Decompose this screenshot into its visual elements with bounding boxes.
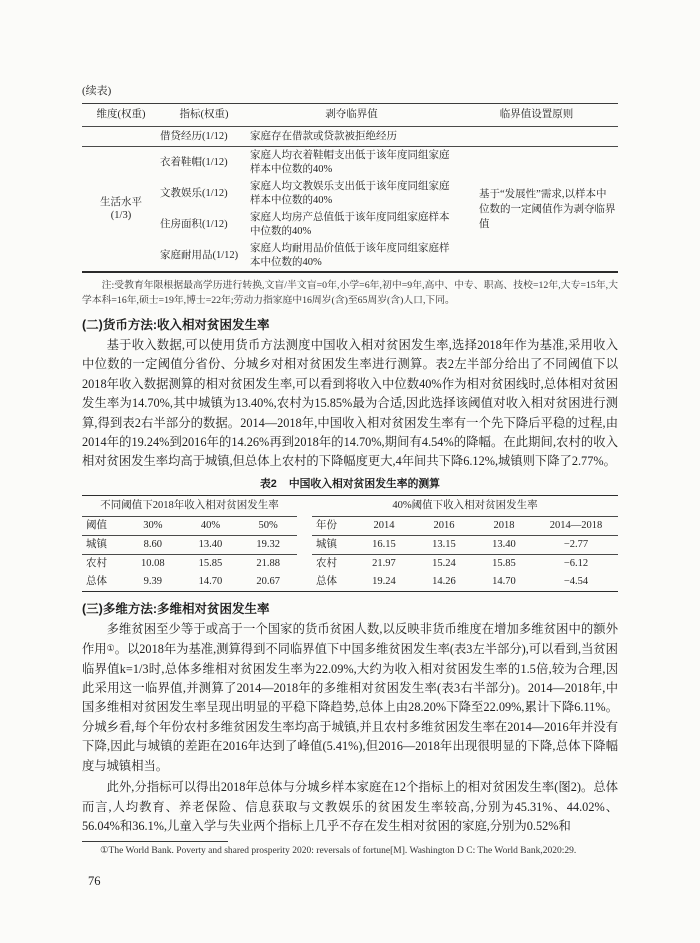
col-header: 年份: [312, 516, 354, 535]
table-header-row: [82, 104, 618, 127]
subtable-span-header-row: [312, 496, 618, 517]
value-cell: 15.24: [432, 558, 456, 570]
header-indicator: 指标(权重): [160, 104, 248, 127]
value-cell: 13.15: [414, 535, 474, 554]
col-header: 2018: [474, 516, 534, 535]
value-cell: 20.67: [256, 576, 280, 588]
continuation-label: (续表): [82, 85, 112, 97]
value-cell: 14.26: [432, 576, 456, 588]
header-threshold: 剥夺临界值: [248, 104, 455, 127]
value-cell: 19.32: [239, 535, 297, 554]
value-cell: 9.39: [143, 576, 163, 588]
value-cell: −4.54: [563, 576, 589, 588]
page-content: [82, 0, 618, 889]
header-principle: 临界值设置原则: [455, 104, 618, 127]
table-row-urban: [82, 535, 297, 554]
table-row-urban: [312, 535, 618, 554]
indicator-cell: 衣着鞋帽(1/12): [160, 156, 228, 168]
subtable-header-row: [312, 516, 618, 535]
col-header: 30%: [124, 516, 182, 535]
yearly-subtable: [312, 496, 618, 591]
row-label: 城镇: [312, 535, 354, 554]
threshold-cell: 家庭人均衣着鞋帽支出低于该年度同组家庭样本中位数的40%: [250, 150, 450, 175]
table-note: 注:受教育年限根据最高学历进行转换,文盲/半文盲=0年,小学=6年,初中=9年,高中、中专、职高、技校=12年,大专=15年,大学本科=16年,硕士=19年,博士=22年;劳动力指家庭中16周岁(含)至65周岁(含)人口,下同。: [82, 280, 618, 306]
table-row-loan: [82, 126, 618, 147]
value-cell: 21.88: [256, 558, 280, 570]
multidim-paragraph: [82, 620, 618, 776]
col-header: 50%: [239, 516, 297, 535]
threshold-cell: 家庭人均房产总值低于该年度同组家庭样本中位数的40%: [250, 212, 450, 237]
page-number: 76: [88, 873, 101, 888]
value-cell: 16.15: [354, 535, 414, 554]
value-cell: 13.40: [182, 535, 240, 554]
indicator-cell: 借贷经历(1/12): [160, 126, 248, 147]
value-cell: 14.70: [198, 576, 223, 588]
table2-caption: [82, 477, 618, 492]
col-header: 阈值: [82, 516, 124, 535]
table-row-total: [82, 573, 297, 591]
value-cell: 13.40: [474, 535, 534, 554]
row-label: 城镇: [82, 535, 124, 554]
indicator-cell: 家庭耐用品(1/12): [160, 249, 239, 261]
paragraph-text: 。以2018年为基准,测算得到不同临界值下中国多维贫困发生率(表3左半部分),可以看到,当贫困临界值k=1/3时,总体多维相对贫困发生率为22.09%,大约为收入相对贫困发生率的1.5倍,较为合理,因此采用这一临界值,并测算了2014—2018年的多维相对贫困发生率(表3右半部分)。2014—2018年,中国多维相对贫困发生率呈现出明显的平稳下降趋势,总体上由28.20%下降至22.09%,累计下降6.11%。分城乡看,每个年份农村多维贫困发生率均高于城镇,并且农村多维贫困发生率在2014—2016年并没有下降,因此与城镇的差距在2016年达到了峰值(5.41%),但2016—2018年出现很明显的下降,总体下降幅度与城镇相当。: [82, 642, 618, 773]
dimension-cell: [82, 147, 160, 273]
row-label: 农村: [315, 558, 337, 570]
value-cell: −6.12: [563, 558, 589, 570]
row-label: 农村: [86, 558, 107, 570]
threshold-cell: 家庭存在借款或贷款被拒绝经历: [248, 126, 455, 147]
col-header: 2014: [354, 516, 414, 535]
header-dimension: 维度(权重): [82, 104, 160, 127]
table-row-clothing: [82, 147, 618, 179]
subtable-span-header-row: [82, 496, 297, 517]
income-poverty-table: [82, 495, 618, 592]
value-cell: 19.24: [372, 576, 396, 588]
indicator-cell: 住房面积(1/12): [160, 218, 228, 230]
value-cell: −2.77: [534, 535, 618, 554]
dimension-weight: (1/3): [110, 210, 132, 221]
value-cell: 15.85: [198, 558, 223, 570]
indicator-cell: 文教娱乐(1/12): [160, 187, 228, 199]
subtable-header-row: [82, 516, 297, 535]
indicator-paragraph: 此外,分指标可以得出2018年总体与分城乡样本家庭在12个指标上的相对贫困发生率(图2)。总体而言,人均教育、养老保险、信息获取与文教娱乐的贫困发生率较高,分别为45.31%、44.02%、56.04%和36.1%,儿童入学与失业两个指标上几乎不存在发生相对贫困的家庭,分别为0.52%和: [82, 780, 618, 833]
row-label: 总体: [86, 576, 107, 588]
principle-cell: 基于“发展性”需求,以样本中位数的一定阈值作为剥夺临界值: [479, 188, 616, 230]
footnote-reference-mark: ①: [106, 643, 115, 654]
col-header: 40%: [182, 516, 240, 535]
row-label: 总体: [315, 576, 337, 588]
value-cell: 10.08: [141, 558, 165, 570]
empty-cell: [82, 126, 160, 147]
col-header: 2014—2018: [534, 516, 618, 535]
section-heading-multidim: (三)多维方法:多维相对贫困发生率: [82, 601, 270, 616]
value-cell: 15.85: [492, 558, 516, 570]
table2-caption-title: 中国收入相对贫困发生率的测算: [288, 477, 440, 490]
footnote-rule: [82, 841, 228, 842]
span-header: 40%阈值下收入相对贫困发生率: [312, 496, 618, 517]
table-row-rural: [312, 554, 618, 573]
table-row-rural: [82, 554, 297, 573]
deprivation-threshold-table: [82, 103, 618, 273]
monetary-paragraph: 基于收入数据,可以使用货币方法测度中国收入相对贫困发生率,选择2018年作为基准,采用收入中位数的一定阈值分省份、分城乡对相对贫困发生率进行测算。表2左半部分给出了不同阈值下以2018年收入数据测算的相对贫困发生率,可以看到将收入中位数40%作为相对贫困线时,总体相对贫困发生率为14.70%,其中城镇为13.40%,农村为15.85%最为合适,因此选择该阈值对收入相对贫困进行测算,得到表2右半部分的数据。2014—2018年,中国收入相对贫困发生率有一个先下降后平稳的过程,由2014年的19.24%到2016年的14.26%再到2018年的14.70%,期间有4.54%的降幅。在此期间,农村的收入相对贫困发生率均高于城镇,但总体上农村的下降幅度更大,4年间共下降6.12%,城镇则下降了2.77%。: [82, 338, 618, 469]
dimension-name: 生活水平: [100, 196, 142, 208]
value-cell: 21.97: [372, 558, 396, 570]
value-cell: 14.70: [492, 576, 516, 588]
threshold-subtable: [82, 496, 297, 591]
threshold-cell: 家庭人均耐用品价值低于该年度同组家庭样本中位数的40%: [250, 243, 450, 268]
span-header: 不同阈值下2018年收入相对贫困发生率: [82, 496, 297, 517]
value-cell: 8.60: [124, 535, 182, 554]
footnote: [82, 845, 618, 859]
footnote-mark: ①: [100, 846, 109, 857]
paragraph-text: 多维贫困至少等于或高于一个国家的货币贫困人数,以反映非货币维度在增加多维贫困中的额外作用: [82, 621, 618, 657]
section-heading-monetary: (二)货币方法:收入相对贫困发生率: [82, 318, 270, 332]
footnote-text: The World Bank. Poverty and shared prosperity 2020: reversals of fortune[M]. Washington D C: The World Bank,2020:29.: [108, 846, 577, 857]
table-row-total: [312, 573, 618, 591]
col-header: 2016: [414, 516, 474, 535]
empty-cell: [455, 126, 618, 147]
table2-caption-label: 表2: [260, 477, 277, 490]
threshold-cell: 家庭人均文教娱乐支出低于该年度同组家庭样本中位数的40%: [250, 181, 450, 206]
